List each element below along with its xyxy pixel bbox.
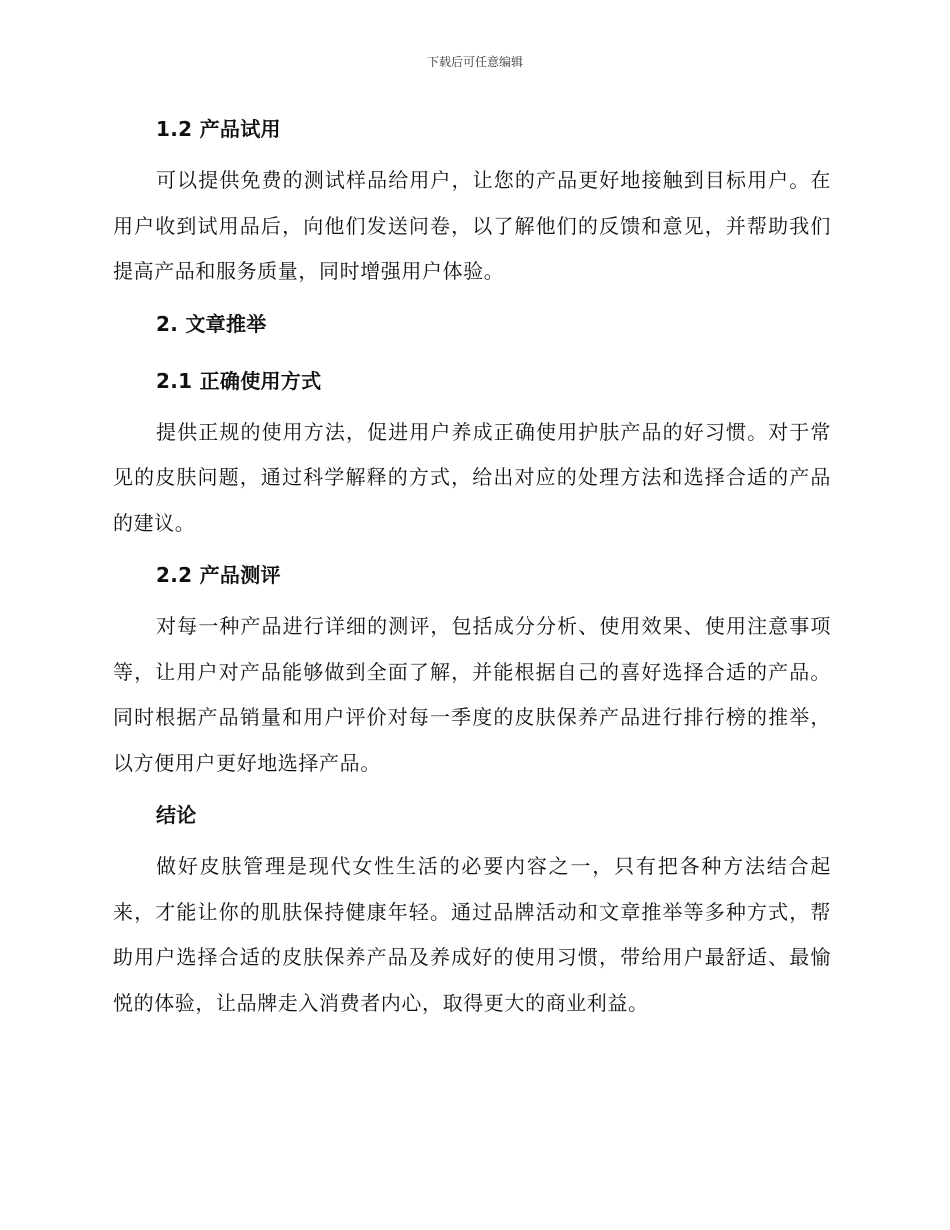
document-body	[113, 110, 831, 1026]
section-heading-2: 2. 文章推举	[156, 311, 267, 336]
section-heading-2-2: 2.2 产品测评	[156, 563, 281, 587]
section-paragraph-2-2: 对每一种产品进行详细的测评，包括成分分析、使用效果、使用注意事项等，让用户对产品能够做到全面了解，并能根据自己的喜好选择合适的产品。同时根据产品销量和用户评价对每一季度的皮肤保养产品进行排行榜的推举，以方便用户更好地选择产品。	[113, 614, 831, 775]
section-paragraph-2-1: 提供正规的使用方法，促进用户养成正确使用护肤产品的好习惯。对于常见的皮肤问题，通过科学解释的方式，给出对应的处理方法和选择合适的产品的建议。	[113, 419, 831, 535]
section-paragraph-1-2: 可以提供免费的测试样品给用户，让您的产品更好地接触到目标用户。在用户收到试用品后，向他们发送问卷，以了解他们的反馈和意见，并帮助我们提高产品和服务质量，同时增强用户体验。	[113, 168, 831, 283]
section-paragraph-conclusion: 做好皮肤管理是现代女性生活的必要内容之一，只有把各种方法结合起来，才能让你的肌肤保持健康年轻。通过品牌活动和文章推举等多种方式，帮助用户选择合适的皮肤保养产品及养成好的使用习惯，带给用户最舒适、最愉悦的体验，让品牌走入消费者内心，取得更大的商业利益。	[113, 854, 831, 1015]
section-heading-2-1: 2.1 正确使用方式	[156, 368, 322, 393]
section-heading-1-2: 1.2 产品试用	[156, 117, 281, 141]
page-header: 下载后可任意编辑	[426, 55, 523, 69]
section-heading-conclusion: 结论	[156, 803, 197, 827]
